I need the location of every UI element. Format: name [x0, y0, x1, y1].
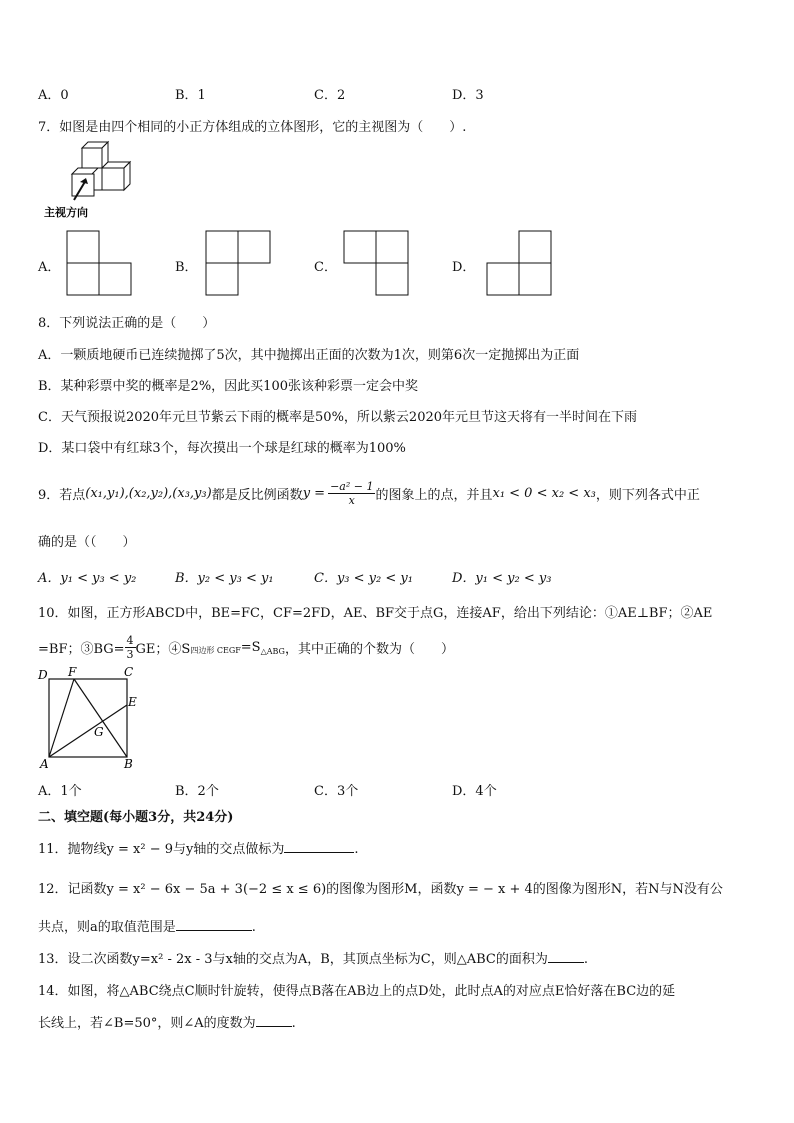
q10-option-d: D．4个 [452, 784, 497, 799]
q7-view-label: 主视方向 [44, 206, 88, 219]
q10-label-c: C [124, 665, 134, 679]
q9-prefix: 9．若点 [38, 487, 86, 503]
q7-option-c-label: C． [314, 260, 337, 275]
q11-answer-blank[interactable] [284, 840, 354, 853]
q10-line2d: ，其中正确的个数为（ ） [284, 641, 454, 657]
q11-end: . [354, 842, 359, 857]
q10-option-b: B．2个 [175, 784, 219, 799]
q10-label-e: E [128, 695, 137, 709]
q10-label-a: A [40, 757, 49, 771]
q7-option-b-figure [205, 230, 271, 296]
q7-option-a-figure [66, 230, 132, 296]
q11-text: 11．抛物线y = x² − 9与y轴的交点做标为 [38, 842, 285, 857]
q6-option-b: B．1 [175, 88, 206, 103]
q14-end: . [291, 1016, 296, 1031]
q10-line2b: GE；④S [135, 641, 191, 657]
q14-line2 [38, 1012, 296, 1031]
q7-option-a-label: A． [38, 260, 61, 275]
q14-line1: 14．如图，将△ABC绕点C顺时针旋转，使得点B落在AB边上的点D处，此时点A的对应点E恰好落在BC边的延 [38, 984, 676, 999]
q10-subscript2: △ABG [260, 647, 285, 656]
q13-answer-blank[interactable] [548, 950, 584, 963]
q10-label-b: B [124, 757, 133, 771]
q12-end: . [251, 920, 256, 935]
q9-line2: 确的是（（ ） [38, 535, 136, 550]
q7-option-d-label: D． [452, 260, 476, 275]
q13-text: 13．设二次函数y=x² - 2x - 3与x轴的交点为A，B，其顶点坐标为C，则△ABC的面积为 [38, 952, 548, 967]
q12-answer-blank[interactable] [176, 918, 252, 931]
q7-option-b-label: B． [175, 260, 198, 275]
q11-line [38, 838, 359, 857]
q8-stem: 8．下列说法正确的是（ ） [38, 316, 216, 331]
q9-option-d: D．y₁ < y₂ < y₃ [452, 571, 552, 586]
q6-option-a: A．0 [38, 88, 69, 103]
q9-func-numerator: −a² − 1 [330, 479, 374, 493]
q10-label-d: D [38, 668, 48, 682]
q9-mid2: 的图象上的点，并且 [375, 487, 493, 503]
q6-option-d: D．3 [452, 88, 484, 103]
q9-tail: ，则下列各式中正 [595, 487, 700, 503]
q12-line1: 12．记函数y = x² − 6x − 5a + 3(−2 ≤ x ≤ 6)的图像为图形M，函数y = − x + 4的图像为图形N，若N与N没有公 [38, 882, 723, 897]
q12-line2 [38, 916, 256, 935]
q7-stem: 7．如图是由四个相同的小正方体组成的立体图形，它的主视图为（ ）. [38, 120, 467, 135]
q10-label-f: F [68, 665, 77, 679]
q13-end: . [583, 952, 588, 967]
section2-title: 二、填空题(每小题3分，共24分) [38, 810, 234, 825]
q9-option-b: B．y₂ < y₃ < y₁ [175, 571, 274, 586]
q9-option-a: A．y₁ < y₃ < y₂ [38, 571, 137, 586]
q8-option-a: A．一颗质地硬币已连续抛掷了5次，其中抛掷出正面的次数为1次，则第6次一定抛掷出为正面 [38, 348, 580, 363]
q14-answer-blank[interactable] [256, 1014, 292, 1027]
q9-line1 [38, 476, 700, 510]
q9-condition: x₁ < 0 < x₂ < x₃ [492, 485, 596, 501]
q10-line2a: =BF；③BG= [38, 641, 125, 657]
q10-square-figure [34, 664, 144, 774]
q7-option-d-figure [486, 230, 552, 296]
q12-line2-text: 共点，则a的取值范围是 [38, 920, 176, 935]
q9-function-fraction [328, 480, 375, 507]
q7-cube-figure [40, 140, 140, 222]
q14-line2-text: 长线上，若∠B=50°，则∠A的度数为 [38, 1016, 256, 1031]
q10-subscript1: 四边形 CEGF [190, 646, 241, 655]
q9-points: (x₁,y₁),(x₂,y₂),(x₃,y₃) [85, 485, 212, 501]
q10-label-g: G [94, 725, 104, 739]
q9-option-c: C．y₃ < y₂ < y₁ [314, 571, 413, 586]
q6-option-c: C．2 [314, 88, 346, 103]
q10-frac-den: 3 [126, 647, 134, 661]
q9-func-denominator: x [348, 493, 355, 507]
q10-line1: 10．如图，正方形ABCD中，BE=FC，CF=2FD，AE、BF交于点G，连接AF，给出下列结论：①AE⊥BF；②AE [38, 606, 713, 621]
q13-line [38, 948, 588, 967]
q8-option-c: C．天气预报说2020年元旦节紫云下雨的概率是50%，所以紫云2020年元旦节这天将有一半时间在下雨 [38, 410, 638, 425]
q10-line2 [38, 630, 454, 664]
q9-func-lhs: y = [302, 485, 326, 501]
q10-frac-num: 4 [126, 633, 134, 647]
q8-option-d: D．某口袋中有红球3个，每次摸出一个球是红球的概率为100% [38, 441, 406, 456]
q8-option-b: B．某种彩票中奖的概率是2%，因此买100张该种彩票一定会中奖 [38, 379, 418, 394]
q9-mid: 都是反比例函数 [211, 487, 303, 503]
q10-option-a: A．1个 [38, 784, 82, 799]
q10-fraction [125, 634, 136, 661]
q10-option-c: C．3个 [314, 784, 359, 799]
q7-option-c-figure [343, 230, 409, 296]
q10-line2c: =S [240, 639, 261, 655]
